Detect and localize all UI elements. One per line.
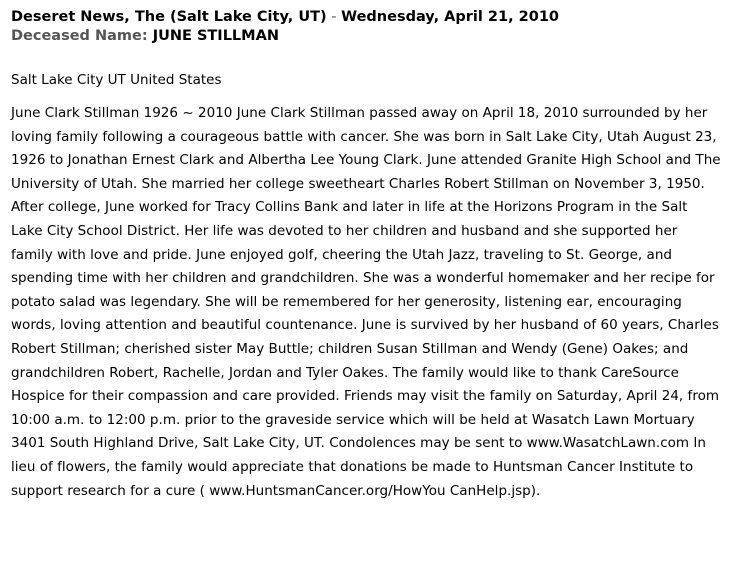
deceased-label: Deceased Name: bbox=[11, 28, 148, 44]
deceased-name: JUNE STILLMAN bbox=[152, 28, 279, 44]
publication-source: Deseret News, The (Salt Lake City, UT) bbox=[11, 9, 327, 25]
obituary-body: June Clark Stillman 1926 ~ 2010 June Clark Stillman passed away on April 18, 2010 surrounded by her loving family following a courageous battle with cancer. She was born in Salt Lake City, Utah August 23, 1926 to Jonathan Ernest Clark and Albertha Lee Young Clark. June attended Granite High School and The University of Utah. She married her college sweetheart Charles Robert Stillman on November 3, 1950. After college, June worked for Tracy Collins Bank and later in life at the Horizons Program in the Salt Lake City School District. Her life was devoted to her children and husband and she supported her family with love and pride. June enjoyed golf, cheering the Utah Jazz, traveling to St. George, and spending time with her children and grandchildren. She was a wonderful homemaker and her recipe for potato salad was legendary. She will be remembered for her generosity, listening ear, encouraging words, loving attention and beautiful countenance. June is survived by her husband of 60 years, Charles Robert Stillman; cherished sister May Buttle; children Susan Stillman and Wendy (Gene) Oakes; and grandchildren Robert, Rachelle, Jordan and Tyler Oakes. The family would like to thank CareSource Hospice for their compassion and care provided. Friends may visit the family on Saturday, April 24, from 10:00 a.m. to 12:00 p.m. prior to the graveside service which will be held at Wasatch Lawn Mortuary 3401 South Highland Drive, Salt Lake City, UT. Condolences may be sent to www.WasatchLawn.com In lieu of flowers, the family would appreciate that donations be made to Huntsman Cancer Institute to support research for a cure ( www.HuntsmanCancer.org/HowYou CanHelp.jsp). bbox=[11, 105, 721, 499]
location-text: Salt Lake City UT United States bbox=[11, 72, 222, 88]
publication-line bbox=[11, 8, 722, 27]
header-separator: - bbox=[326, 9, 342, 25]
deceased-line bbox=[11, 27, 722, 46]
publication-date: Wednesday, April 21, 2010 bbox=[341, 9, 560, 25]
